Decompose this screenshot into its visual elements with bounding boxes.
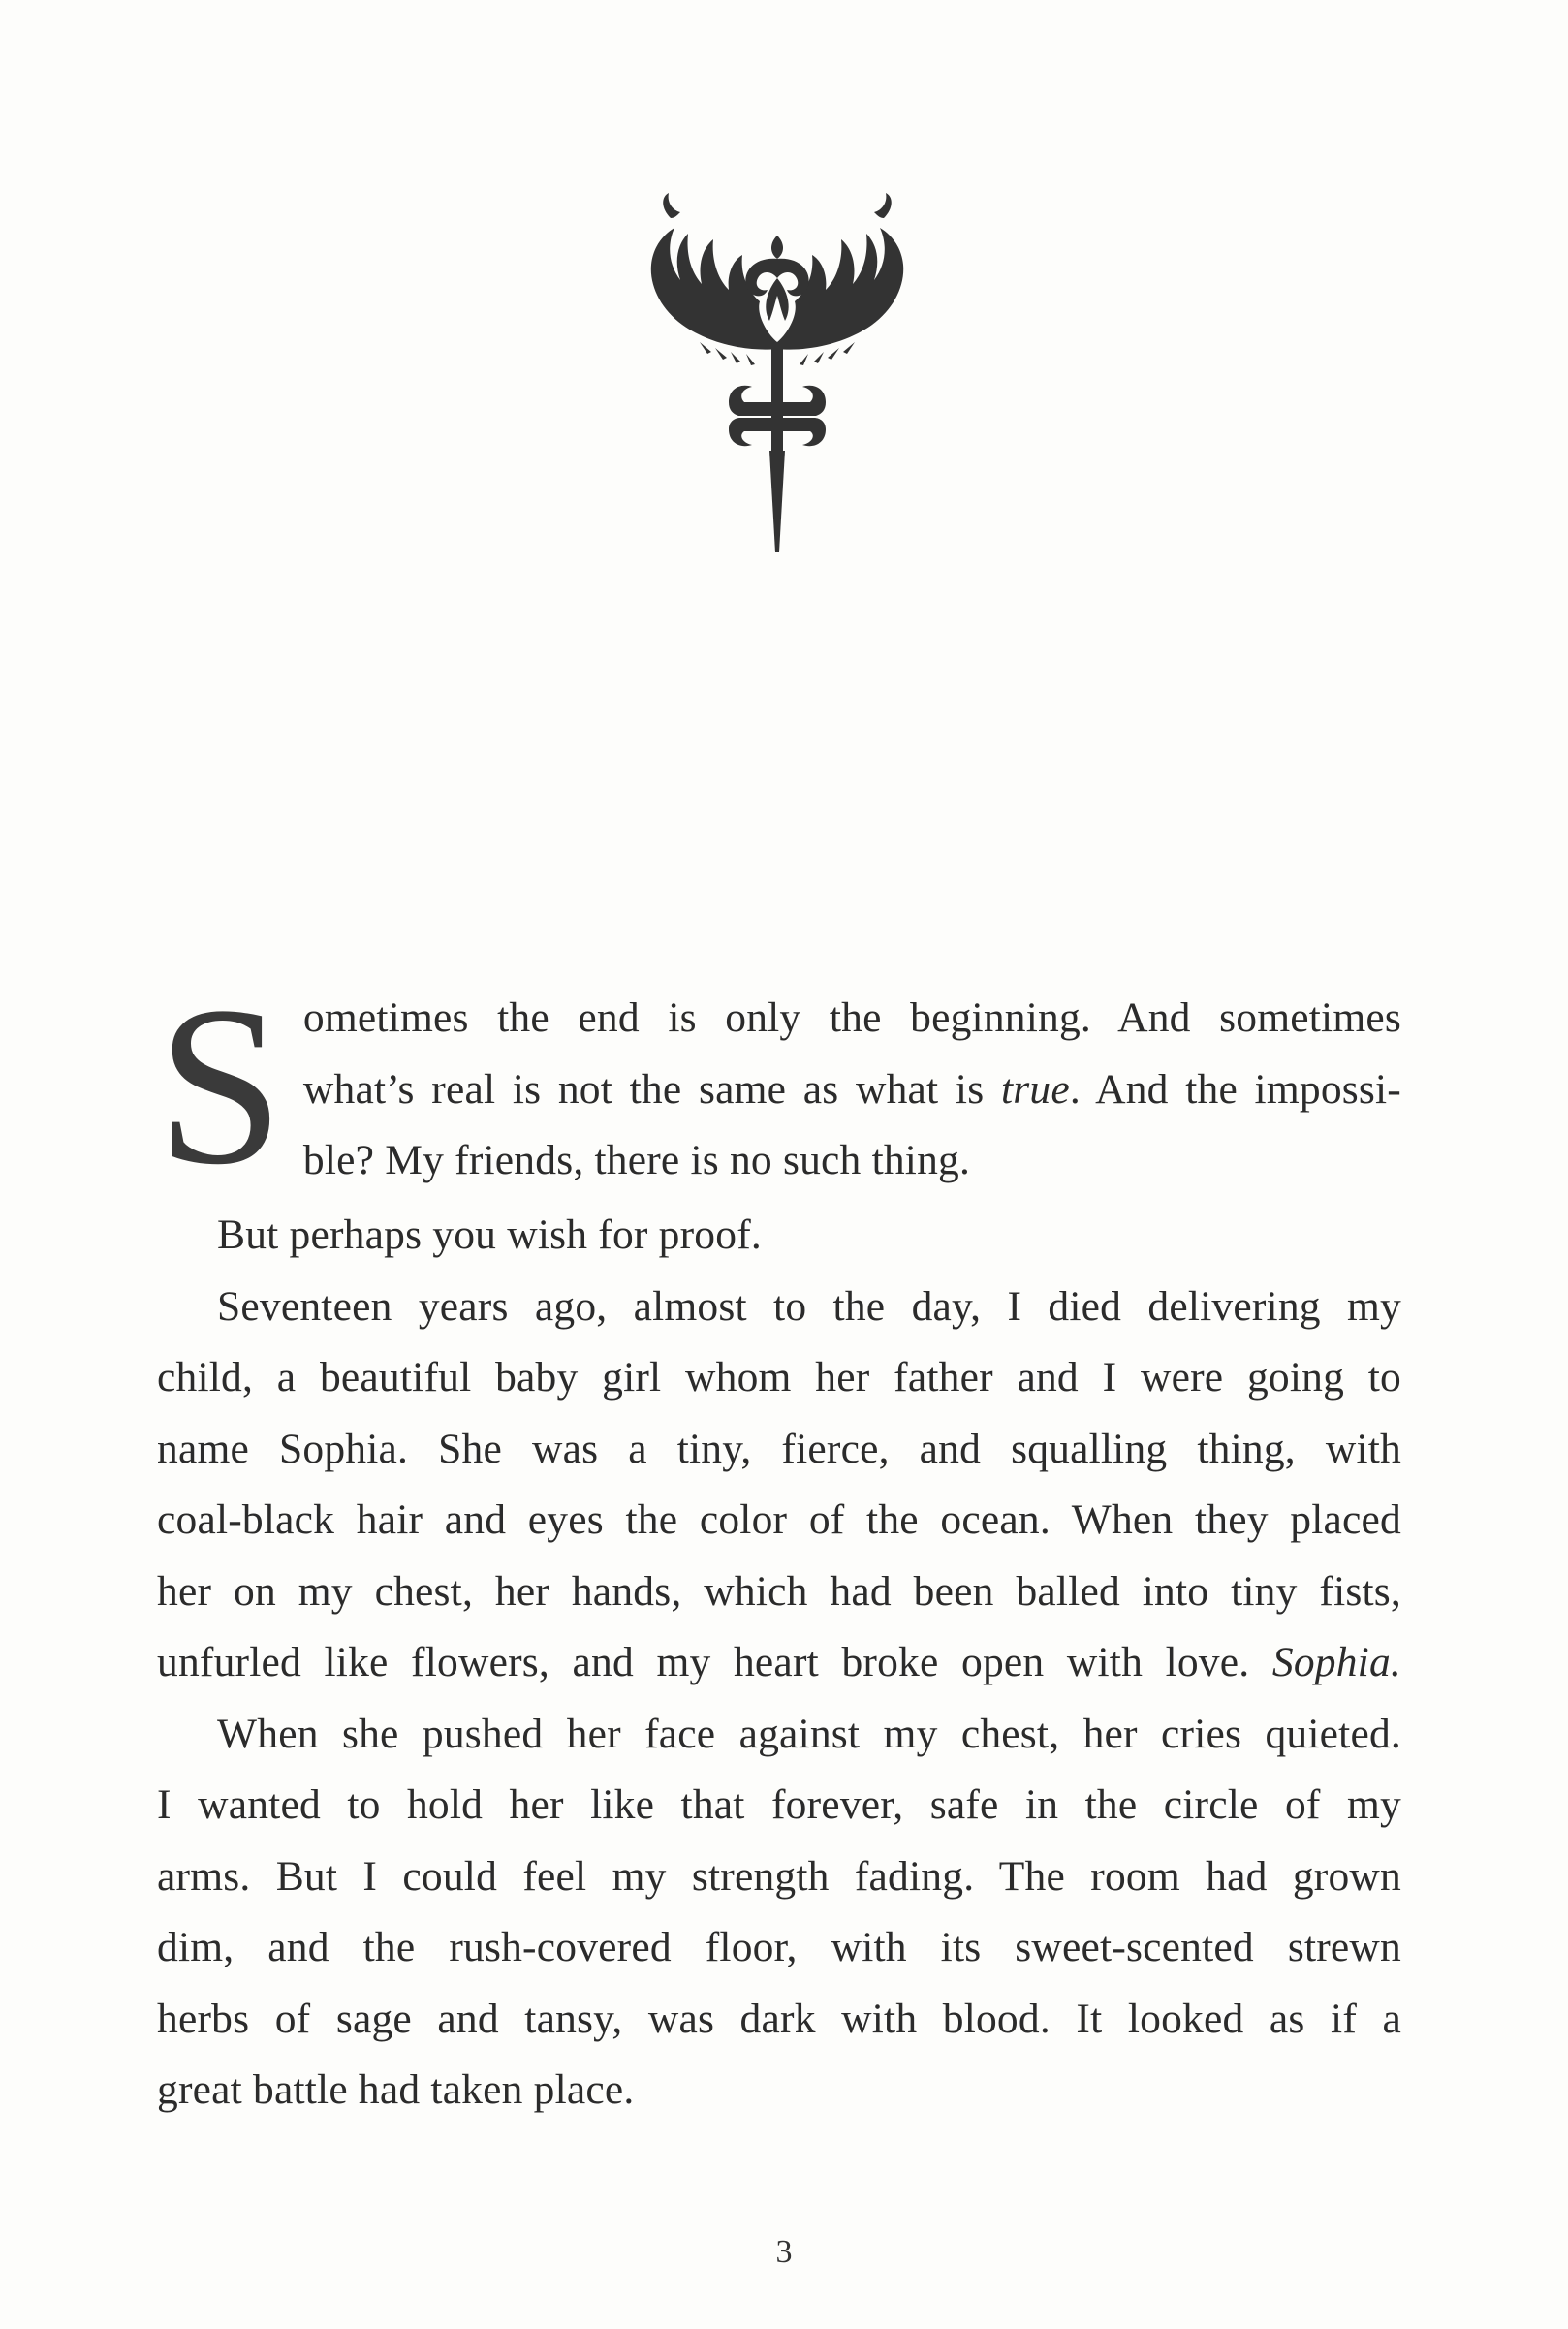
text-line: Seventeen years ago, almost to the day, I died delivering my [217,1282,1401,1330]
winged-dagger-ornament-icon [632,189,923,552]
drop-cap: S [157,960,284,1212]
text-line: great battle had taken place. [157,2066,635,2113]
text-line: coal-black hair and eyes the color of the ocean. When they placed [157,1496,1401,1543]
text-line: arms. But I could feel my strength fading. The room had grown [157,1852,1401,1900]
page-number: 3 [775,2234,793,2270]
text-line: child, a beautiful baby girl whom her father and I were going to [157,1354,1401,1401]
text-line: what’s real is not the same as what is true. And the impossi- [302,1065,1401,1113]
paragraph-4 [157,1699,1401,2126]
text-line: I wanted to hold her like that forever, safe in the circle of my [157,1781,1401,1828]
paragraph-1 [157,960,1401,1212]
text-line: ble? My friends, there is no such thing. [302,1137,971,1183]
text-line: ometimes the end is only the beginning. And sometimes [302,994,1401,1041]
text-line: unfurled like flowers, and my heart broke open with love. Sophia. [157,1639,1401,1685]
text-line: When she pushed her face against my chest, her cries quieted. [217,1710,1401,1757]
paragraph-3 [157,1272,1401,1699]
text-line: But perhaps you wish for proof. [217,1212,762,1258]
text-line: dim, and the rush-covered floor, with its sweet-scented strewn [157,1924,1401,1970]
text-line: her on my chest, her hands, which had been balled into tiny fists, [157,1567,1401,1615]
text-line: herbs of sage and tansy, was dark with blood. It looked as if a [157,1995,1401,2042]
body-text [157,960,1401,2126]
paragraph-2 [157,1200,1401,1272]
text-line: name Sophia. She was a tiny, fierce, and squalling thing, with [157,1425,1401,1472]
